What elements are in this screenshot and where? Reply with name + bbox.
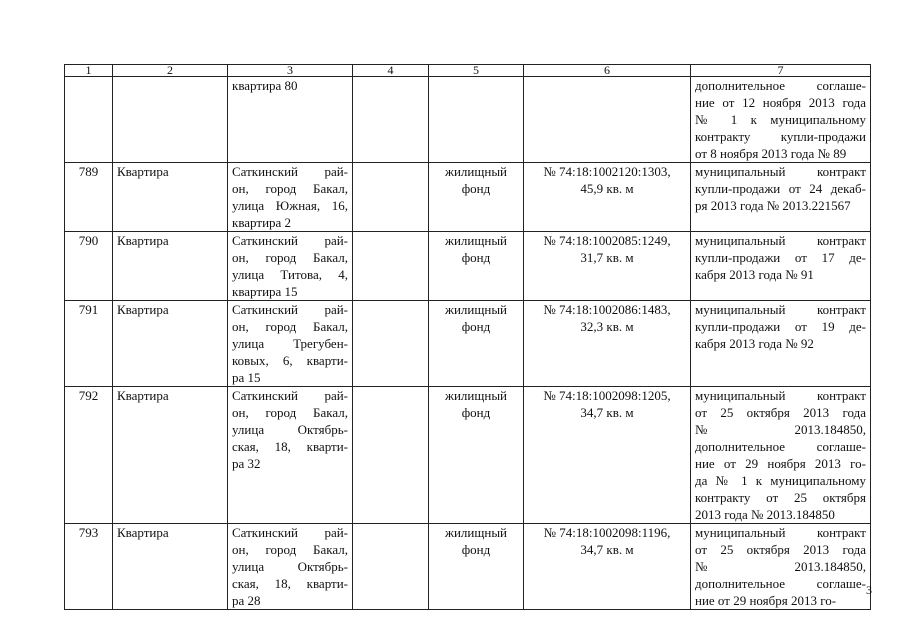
text-line: Саткинский рай- (232, 233, 348, 248)
text-line: фонд (461, 181, 491, 196)
text-line: купли-продажи от 17 де- (695, 250, 866, 265)
text-line: квартира 80 (232, 78, 298, 93)
text-line: 34,7 кв. м (580, 542, 634, 557)
text-line: № 74:18:1002085:1249, (543, 233, 671, 248)
text-line: улица Титова, 4, (232, 267, 348, 282)
column-number-row (65, 65, 871, 77)
address-cell (228, 387, 353, 524)
basis-cell (691, 232, 871, 301)
text-line: он, город Бакал, (232, 250, 348, 265)
text-line: № 1 к муниципальному (695, 112, 866, 127)
text-line: 32,3 кв. м (580, 319, 634, 334)
text-line: купли-продажи от 24 декаб- (695, 181, 866, 196)
text-line: квартира 2 (232, 215, 292, 230)
text-line: ние от 29 ноября 2013 го- (695, 456, 866, 471)
text-line: он, город Бакал, (232, 181, 348, 196)
column-number: 3 (228, 65, 353, 77)
text-line: он, город Бакал, (232, 542, 348, 557)
page-number: 3 (866, 583, 872, 597)
text-line: улица Октябрь- (232, 559, 348, 574)
text-line: жилищный (444, 164, 508, 179)
text-line: 45,9 кв. м (580, 181, 634, 196)
category-cell (429, 232, 524, 301)
object-type: Квартира (113, 163, 228, 232)
cadastral-cell (524, 232, 691, 301)
column-number: 6 (524, 65, 691, 77)
column-4-cell (353, 301, 429, 387)
text-line: муниципальный контракт (695, 164, 866, 179)
column-4-cell (353, 232, 429, 301)
text-line: фонд (461, 405, 491, 420)
table-row (65, 524, 871, 610)
record-number: 792 (65, 387, 113, 524)
text-line: муниципальный контракт (695, 233, 866, 248)
cadastral-cell (524, 524, 691, 610)
text-line: 31,7 кв. м (580, 250, 634, 265)
text-line: он, город Бакал, (232, 405, 348, 420)
text-line: Саткинский рай- (232, 164, 348, 179)
object-type: Квартира (113, 301, 228, 387)
text-line: дополнительное соглаше- (695, 439, 866, 454)
basis-cell (691, 163, 871, 232)
text-line: муниципальный контракт (695, 388, 866, 403)
table-row (65, 77, 871, 163)
text-line: 2013 года № 2013.184850 (695, 507, 835, 522)
column-number: 7 (691, 65, 871, 77)
column-number: 2 (113, 65, 228, 77)
text-line: жилищный (444, 388, 508, 403)
text-line: муниципальный контракт (695, 302, 866, 317)
text-line: кабря 2013 года № 92 (695, 336, 814, 351)
text-line: да № 1 к муниципальному (695, 473, 866, 488)
cadastral-cell (524, 301, 691, 387)
text-line: ра 28 (232, 593, 261, 608)
object-type (113, 77, 228, 163)
column-4-cell (353, 163, 429, 232)
text-line: улица Южная, 16, (232, 198, 348, 213)
table-row (65, 301, 871, 387)
text-line: от 25 октября 2013 года (695, 542, 866, 557)
text-line: 34,7 кв. м (580, 405, 634, 420)
text-line: № 74:18:1002098:1196, (543, 525, 671, 540)
text-line: жилищный (444, 302, 508, 317)
property-registry-table (64, 64, 871, 610)
record-number: 789 (65, 163, 113, 232)
text-line: контракту купли-продажи (695, 129, 866, 144)
table-row (65, 387, 871, 524)
cadastral-cell (524, 163, 691, 232)
text-line: ковых, 6, кварти- (232, 353, 348, 368)
category-cell (429, 524, 524, 610)
text-line: ская, 18, кварти- (232, 576, 348, 591)
text-line: ние от 12 ноября 2013 года (695, 95, 866, 110)
text-line: ская, 18, кварти- (232, 439, 348, 454)
text-line: фонд (461, 319, 491, 334)
category-cell (429, 301, 524, 387)
column-number: 1 (65, 65, 113, 77)
text-line: от 8 ноября 2013 года № 89 (695, 146, 847, 161)
address-cell (228, 232, 353, 301)
text-line: квартира 15 (232, 284, 298, 299)
category-cell (429, 387, 524, 524)
basis-cell (691, 524, 871, 610)
text-line: улица Трегубен- (232, 336, 348, 351)
text-line: дополнительное соглаше- (695, 78, 866, 93)
column-number: 4 (353, 65, 429, 77)
text-line: № 74:18:1002120:1303, (543, 164, 671, 179)
text-line: № 74:18:1002098:1205, (543, 388, 671, 403)
text-line: ра 32 (232, 456, 261, 471)
text-line: кабря 2013 года № 91 (695, 267, 814, 282)
record-number: 791 (65, 301, 113, 387)
object-type: Квартира (113, 524, 228, 610)
text-line: ря 2013 года № 2013.221567 (695, 198, 851, 213)
text-line: контракту от 25 октября (695, 490, 866, 505)
object-type: Квартира (113, 232, 228, 301)
basis-cell (691, 77, 871, 163)
text-line: № 2013.184850, (695, 559, 866, 574)
record-number: 790 (65, 232, 113, 301)
text-line: купли-продажи от 19 де- (695, 319, 866, 334)
address-cell (228, 524, 353, 610)
category-cell (429, 77, 524, 163)
text-line: жилищный (444, 525, 508, 540)
text-line: жилищный (444, 233, 508, 248)
record-number (65, 77, 113, 163)
column-4-cell (353, 524, 429, 610)
text-line: Саткинский рай- (232, 302, 348, 317)
address-cell (228, 163, 353, 232)
text-line: Саткинский рай- (232, 525, 348, 540)
address-cell (228, 77, 353, 163)
text-line: № 2013.184850, (695, 422, 866, 437)
table-row (65, 163, 871, 232)
text-line: дополнительное соглаше- (695, 576, 866, 591)
object-type: Квартира (113, 387, 228, 524)
text-line: № 74:18:1002086:1483, (543, 302, 671, 317)
text-line: от 25 октября 2013 года (695, 405, 866, 420)
cadastral-cell (524, 387, 691, 524)
table-row (65, 232, 871, 301)
text-line: фонд (461, 542, 491, 557)
text-line: ние от 29 ноября 2013 го- (695, 593, 837, 608)
text-line: улица Октябрь- (232, 422, 348, 437)
text-line: он, город Бакал, (232, 319, 348, 334)
basis-cell (691, 387, 871, 524)
text-line: фонд (461, 250, 491, 265)
text-line: Саткинский рай- (232, 388, 348, 403)
column-4-cell (353, 77, 429, 163)
category-cell (429, 163, 524, 232)
column-number: 5 (429, 65, 524, 77)
text-line: ра 15 (232, 370, 261, 385)
text-line: муниципальный контракт (695, 525, 866, 540)
record-number: 793 (65, 524, 113, 610)
basis-cell (691, 301, 871, 387)
column-4-cell (353, 387, 429, 524)
address-cell (228, 301, 353, 387)
cadastral-cell (524, 77, 691, 163)
